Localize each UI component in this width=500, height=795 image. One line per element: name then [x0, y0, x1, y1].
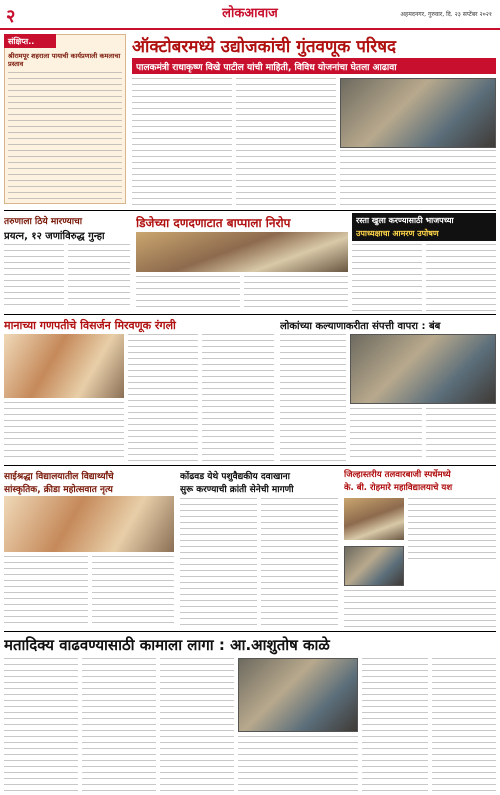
page-number: २: [6, 6, 16, 27]
story6-headline1: साईश्रद्धा विद्यालयातील विद्यार्थ्यांचे: [4, 472, 114, 482]
main-body-col2: [236, 78, 336, 208]
issue-date: अहमदनगर, गुरुवार, दि. २३ सप्टेंबर २०२१: [400, 11, 492, 18]
story8-photo: [344, 498, 404, 540]
story8-headline1: जिल्हास्तरीय तलवारबाजी स्पर्धेमध्ये: [344, 470, 451, 480]
main-body-col3: [340, 150, 496, 208]
story5-photo: [350, 334, 496, 404]
story3-headline2: उपाध्यक्षाचा आमरण उपोषण: [356, 229, 439, 238]
main-body-col1: [132, 78, 232, 208]
story7-headline1: कोंढवड येथे पशुवैद्यकीय दवाखाना: [180, 472, 291, 482]
story2-photo: [136, 232, 348, 272]
main-photo: [340, 78, 496, 148]
story6-photo: [4, 496, 174, 552]
main-subheadline: पालकमंत्री राधाकृष्ण विखे पाटील यांची माहिती, विविध योजनांचा घेतला आढावा: [136, 63, 397, 73]
story1-headline2: प्रयत्न, १२ जणांविरुद्ध गुन्हा: [4, 231, 105, 242]
brief-headline: श्रीरामपूर शहराला पायाची कार्यप्रणाली कमलाचा प्रस्ताव: [8, 52, 121, 68]
story4-photo: [4, 334, 124, 398]
story2-headline: डिजेच्या दणदणाटात बाप्पाला निरोप: [136, 216, 291, 230]
story9-photo: [238, 658, 358, 732]
story3-headline1: रस्ता खुला करण्यासाठी भाजपच्या: [356, 216, 454, 225]
story8-headline2: के. बी. रोहमारे महाविद्यालयाचे यश: [344, 483, 453, 493]
main-headline: ऑक्टोबरमध्ये उद्योजकांची गुंतवणूक परिषद: [132, 37, 397, 57]
story7-headline2: सुरू करण्याची क्रांती सेनेची मागणी: [180, 485, 294, 495]
masthead: लोकआवाज: [222, 6, 278, 21]
brief-label: संक्षिप्त..: [4, 34, 56, 48]
brief-body: [8, 72, 122, 200]
story1-headline1: तरुणाला ठिये मारण्याचा: [4, 217, 83, 227]
story6-headline2: सांस्कृतिक, क्रीडा महोत्सवात नृत्य: [4, 485, 113, 495]
story5-headline: लोकांच्या कल्याणाकरीता संपत्ती वापरा : बंब: [280, 321, 441, 332]
story4-headline: मानाच्या गणपतीचे विसर्जन मिरवणूक रंगली: [4, 319, 176, 332]
story9-headline: मतादिक्य वाढवण्यासाठी कामाला लागा : आ.आशुतोष काळे: [4, 636, 330, 654]
